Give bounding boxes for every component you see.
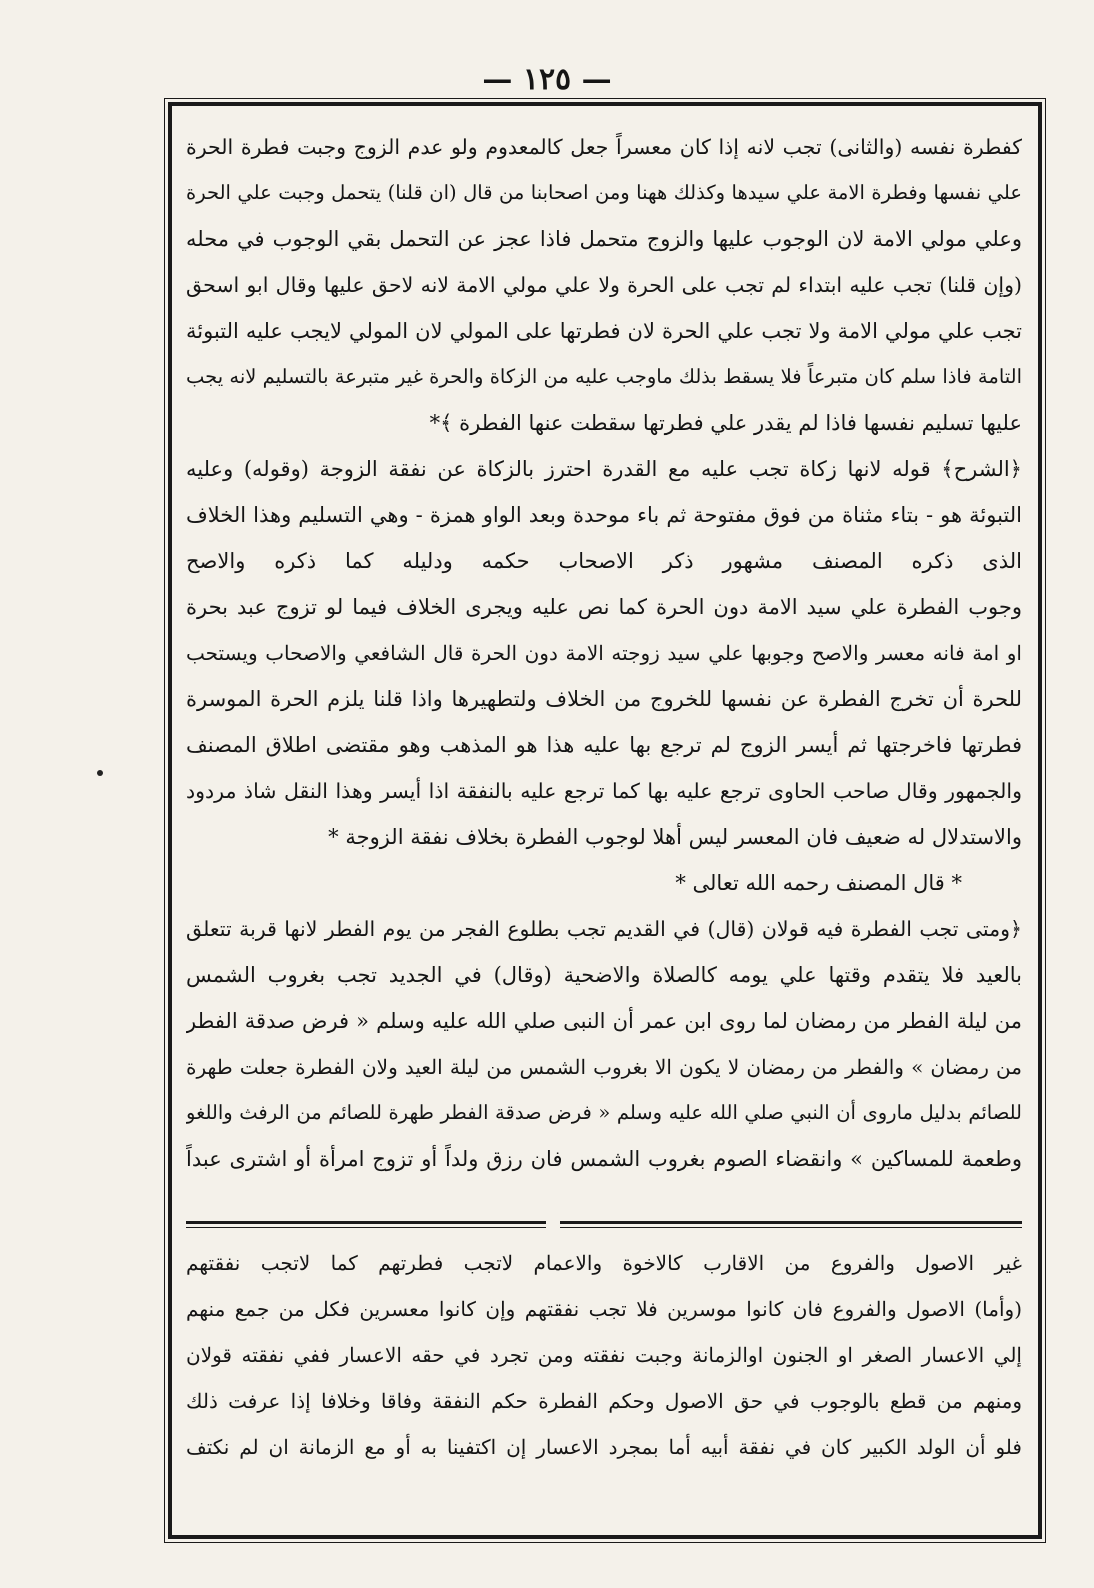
text-line: والاستدلال له ضعيف فان المعسر ليس أهلا لوجوب الفطرة بخلاف نفقة الزوجة *	[328, 825, 1022, 849]
text-line: الذى ذكره المصنف مشهور ذكر الاصحاب حكمه ودليله كما ذكره والاصح	[186, 549, 1022, 573]
text-line: كفطرة نفسه (والثانى) تجب لانه إذا كان معسراً جعل كالمعدوم ولو عدم الزوج وجبت فطرة الحرة	[186, 135, 1022, 159]
text-line: والجمهور وقال صاحب الحاوى ترجع عليه بها كما ترجع عليه بالنفقة اذا أيسر وهذا النقل شاذ مردود	[186, 779, 1022, 803]
text-line: من ليلة الفطر من رمضان لما روى ابن عمر أن النبى صلي الله عليه وسلم « فرض صدقة الفطر	[186, 1009, 1022, 1033]
text-line: التامة فاذا سلم كان متبرعاً فلا يسقط بذلك ماوجب عليه من الزكاة والحرة غير متبرعة بالتسليم لانه يجب	[186, 365, 1022, 388]
footnote-text	[186, 1240, 1022, 1470]
text-line: ﴿الشرح﴾ قوله لانها زكاة تجب عليه مع القدرة احترز بالزكاة عن نفقة الزوجة (وقوله) وعليه	[186, 457, 1022, 481]
footnote-line: غير الاصول والفروع من الاقارب كالاخوة والاعمام لاتجب فطرتهم كما لاتجب نفقتهم	[186, 1251, 1022, 1275]
footnote-line: ومنهم من قطع بالوجوب في حق الاصول وحكم الفطرة حكم النفقة وفاقا وخلافا إذا عرفت ذلك	[186, 1389, 1022, 1413]
main-text	[186, 124, 1022, 1182]
scan-speck	[97, 770, 103, 776]
text-line: وطعمة للمساكين » وانقضاء الصوم بغروب الشمس فان رزق ولداً أو تزوج امرأة أو اشترى عبداً	[186, 1147, 1022, 1171]
footnote-line: (وأما) الاصول والفروع فان كانوا موسرين فلا تجب نفقتهم وإن كانوا معسرين فكل من جمع منهم	[186, 1297, 1022, 1321]
text-line: وعلي مولي الامة لان الوجوب عليها والزوج متحمل فاذا عجز عن التحمل بقي الوجوب في محله	[186, 227, 1022, 251]
text-line: وجوب الفطرة علي سيد الامة دون الحرة كما نص عليه ويجرى الخلاف فيما لو تزوج عبد بحرة	[186, 595, 1022, 619]
text-line: للحرة أن تخرج الفطرة عن نفسها للخروج من الخلاف ولتطهيرها واذا قلنا يلزم الحرة الموسرة	[186, 687, 1022, 711]
section-heading: * قال المصنف رحمه الله تعالى *	[675, 871, 962, 895]
text-line: بالعيد فلا يتقدم وقتها علي يومه كالصلاة والاضحية (وقال) في الجديد تجب بغروب الشمس	[186, 963, 1022, 987]
text-line: ﴿ومتى تجب الفطرة فيه قولان (قال) في القديم تجب بطلوع الفجر من يوم الفطر لانها قربة تتعلق	[186, 917, 1022, 941]
text-line: من رمضان » والفطر من رمضان لا يكون الا بغروب الشمس من ليلة العيد ولان الفطرة جعلت طهرة	[186, 1055, 1022, 1079]
text-line: فطرتها فاخرجتها ثم أيسر الزوج لم ترجع بها عليه هذا هو المذهب وهو مقتضى اطلاق المصنف	[186, 733, 1022, 757]
text-line: التبوئة هو - بتاء مثناة من فوق مفتوحة ثم باء موحدة وبعد الواو همزة - وهي التسليم وهذا الخلاف	[186, 503, 1022, 527]
footnote-line: إلي الاعسار الصغر او الجنون اوالزمانة وجبت نفقته ومن تجرد في حقه الاعسار ففي نفقته قولان	[186, 1343, 1022, 1367]
text-line: علي نفسها وفطرة الامة علي سيدها وكذلك ههنا ومن اصحابنا من قال (ان قلنا) يتحمل وجبت علي الحرة	[186, 181, 1022, 204]
text-line: (وإن قلنا) تجب عليه ابتداء لم تجب على الحرة ولا علي مولي الامة لانه لاحق عليها وقال ابو اسحق	[186, 273, 1022, 297]
page-number: — ١٢٥ —	[482, 62, 612, 97]
text-line: تجب علي مولي الامة ولا تجب علي الحرة لان فطرتها على المولي لان المولي لايجب عليه التبوئة	[186, 319, 1022, 343]
text-line: او امة فانه معسر والاصح وجوبها علي سيد زوجته الامة دون الحرة قال الشافعي والاصحاب ويستحب	[186, 641, 1022, 665]
footnote-separator	[186, 1215, 1022, 1235]
footnote-line: فلو أن الولد الكبير كان في نفقة أبيه أما بمجرد الاعسار إن اكتفينا به أو مع الزمانة ان لم نكتف	[186, 1435, 1022, 1459]
text-line: عليها تسليم نفسها فاذا لم يقدر علي فطرتها سقطت عنها الفطرة ﴾*	[429, 411, 1022, 435]
text-line: للصائم بدليل ماروى أن النبي صلي الله عليه وسلم « فرض صدقة الفطر طهرة للصائم من الرفث واللغو	[186, 1101, 1022, 1124]
